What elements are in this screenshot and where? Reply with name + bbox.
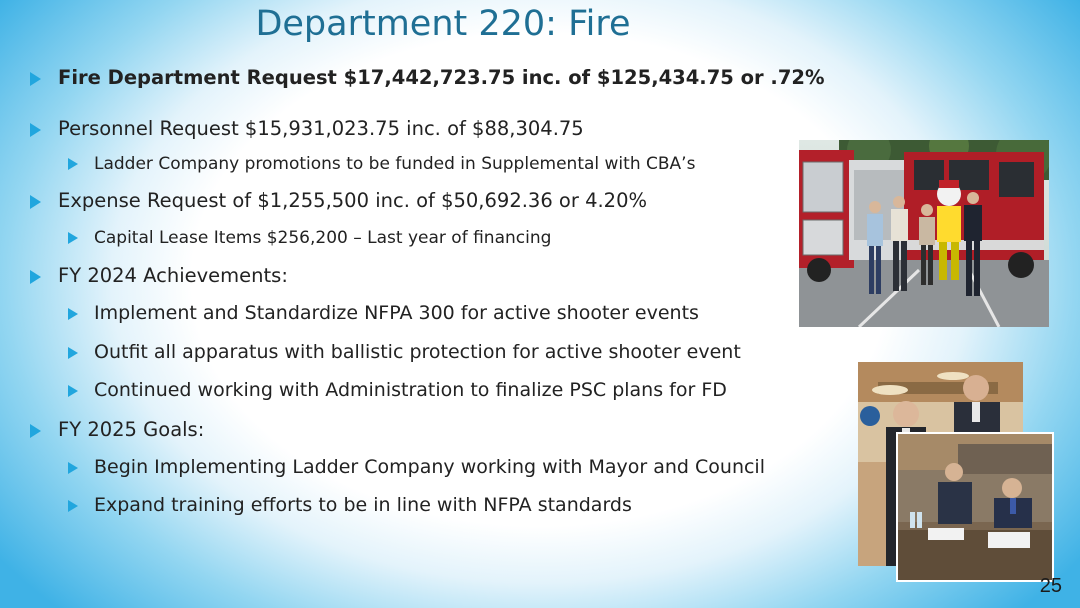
slide-title: Department 220: Fire [255, 4, 631, 44]
bullet-arrow-icon [30, 195, 41, 209]
sub-bullet-ladder-promotions [68, 154, 695, 174]
bullet-arrow-icon [30, 270, 41, 284]
bullet-expense-request [30, 189, 647, 212]
bullet-arrow-icon [68, 158, 78, 170]
bullet-text: Continued working with Administration to finalize PSC plans for FD [94, 379, 727, 401]
bullet-text: FY 2024 Achievements: [58, 264, 288, 287]
bullet-arrow-icon [68, 347, 78, 359]
bullet-arrow-icon [30, 72, 41, 86]
fire-truck-photo [799, 140, 1049, 327]
sub-bullet-ballistic-protection [68, 341, 741, 363]
bullet-text: FY 2025 Goals: [58, 418, 205, 441]
bullet-text: Capital Lease Items $256,200 – Last year of financing [94, 228, 552, 248]
fire-truck-image [799, 140, 1049, 327]
sub-bullet-nfpa-300 [68, 302, 699, 324]
bullet-fy2025-goals [30, 418, 204, 441]
sub-bullet-ladder-company [68, 456, 765, 478]
sub-bullet-psc-plans [68, 379, 727, 401]
bullet-text: Ladder Company promotions to be funded in Supplemental with CBA’s [94, 154, 696, 174]
sub-bullet-training-efforts [68, 494, 632, 516]
bullet-fire-request [30, 66, 825, 89]
officials-table-image [898, 434, 1052, 580]
bullet-arrow-icon [68, 385, 78, 397]
bullet-text: Expand training efforts to be in line with NFPA standards [94, 494, 632, 516]
bullet-arrow-icon [68, 500, 78, 512]
bullet-arrow-icon [68, 308, 78, 320]
sub-bullet-capital-lease [68, 228, 551, 248]
page-number: 25 [1039, 575, 1062, 597]
bullet-text: Personnel Request $15,931,023.75 inc. of $88,304.75 [58, 117, 584, 140]
bullet-arrow-icon [68, 232, 78, 244]
officials-table-photo [896, 432, 1054, 582]
bullet-arrow-icon [30, 123, 41, 137]
bullet-arrow-icon [68, 462, 78, 474]
bullet-text: Expense Request of $1,255,500 inc. of $50,692.36 or 4.20% [58, 189, 648, 212]
bullet-text: Fire Department Request $17,442,723.75 inc. of $125,434.75 or .72% [58, 66, 825, 89]
bullet-text: Outfit all apparatus with ballistic protection for active shooter event [94, 341, 741, 363]
bullet-arrow-icon [30, 424, 41, 438]
bullet-personnel-request [30, 117, 584, 140]
bullet-text: Begin Implementing Ladder Company working with Mayor and Council [94, 456, 765, 478]
bullet-fy2024-achievements [30, 264, 288, 287]
bullet-text: Implement and Standardize NFPA 300 for active shooter events [94, 302, 699, 324]
